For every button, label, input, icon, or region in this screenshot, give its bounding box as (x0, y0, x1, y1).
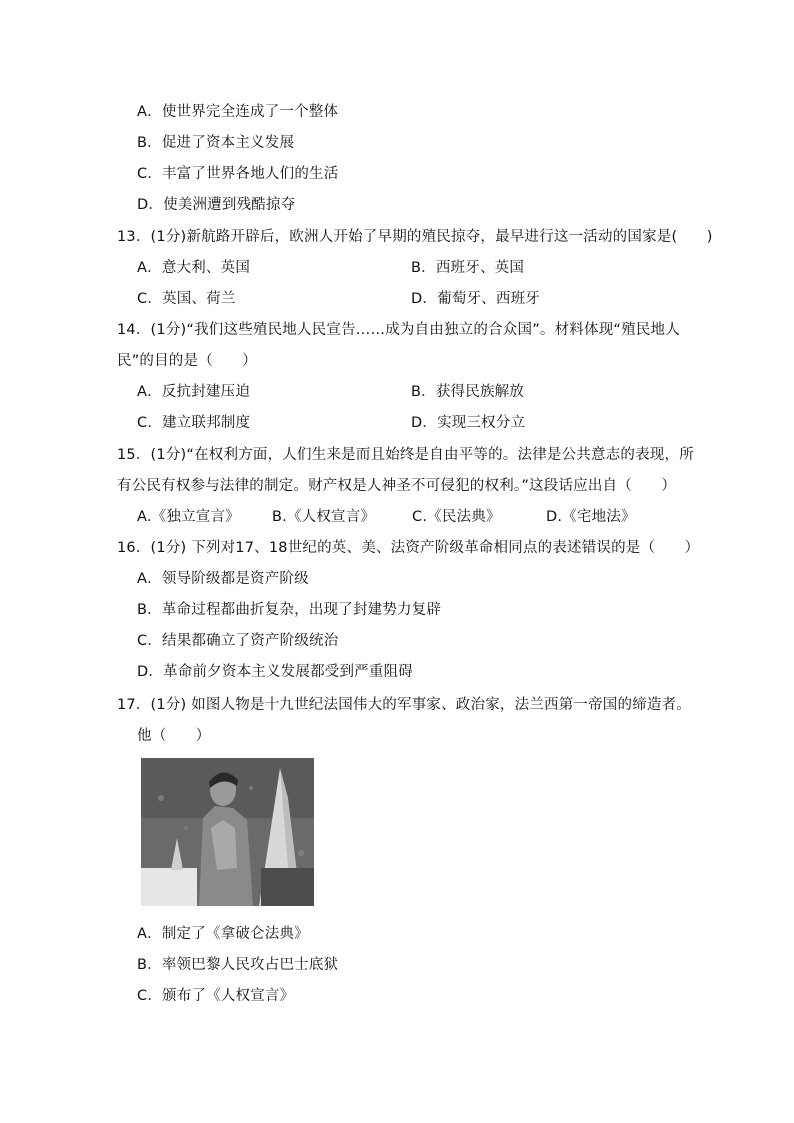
q16-option-c: C．结果都确立了资产阶级统治 (137, 633, 339, 649)
q15-option-d: D.《宅地法》 (546, 509, 636, 525)
q17-option-a: A．制定了《拿破仑法典》 (137, 926, 309, 942)
q13-option-d: D．葡萄牙、西班牙 (411, 291, 540, 307)
q14-option-b: B．获得民族解放 (411, 384, 525, 400)
q15-stem-line1: 15．(1分)“在权利方面，人们生来是而且始终是自由平等的。法律是公共意志的表现，所 (117, 447, 694, 463)
q12-option-a: A．使世界完全连成了一个整体 (137, 104, 339, 120)
q15-option-b: B.《人权宣言》 (272, 509, 376, 525)
q15-option-c: C.《民法典》 (412, 509, 501, 525)
q12-option-d: D．使美洲遭到残酷掠夺 (137, 197, 296, 213)
q16-stem: 16．(1分) 下列对17、18世纪的英、美、法资产阶级革命相同点的表述错误的是（ ） (117, 540, 700, 556)
q12-option-b: B．促进了资本主义发展 (137, 135, 295, 151)
q17-option-c: C．颁布了《人权宣言》 (137, 988, 295, 1004)
q14-option-c: C．建立联邦制度 (137, 415, 251, 431)
q13-option-a: A．意大利、英国 (137, 260, 251, 276)
q12-option-c: C．丰富了世界各地人们的生活 (137, 166, 339, 182)
q13-option-c: C．英国、荷兰 (137, 291, 236, 307)
q15-option-a: A.《独立宣言》 (137, 509, 240, 525)
q14-stem-line2: 民”的目的是（ ） (117, 353, 258, 369)
q14-option-a: A．反抗封建压迫 (137, 384, 251, 400)
q14-option-d: D．实现三权分立 (411, 415, 526, 431)
q14-stem-line1: 14．(1分)“我们这些殖民地人民宣告……成为自由独立的合众国”。材料体现“殖民地人 (117, 322, 680, 338)
q13-option-b: B．西班牙、英国 (411, 260, 525, 276)
q16-option-a: A．领导阶级都是资产阶级 (137, 571, 309, 587)
q17-option-b: B．率领巴黎人民攻占巴士底狱 (137, 957, 339, 973)
q17-stem-line2: 他（ ） (137, 728, 211, 744)
napoleon-photo (141, 758, 314, 906)
q15-stem-line2: 有公民有权参与法律的制定。财产权是人神圣不可侵犯的权利。”这段话应出自（ ） (117, 478, 677, 494)
q16-option-d: D．革命前夕资本主义发展都受到严重阻碍 (137, 664, 413, 680)
q17-stem-line1: 17．(1分) 如图人物是十九世纪法国伟大的军事家、政治家，法兰西第一帝国的缔造者。 (117, 697, 691, 713)
q13-stem: 13．(1分)新航路开辟后，欧洲人开始了早期的殖民掠夺，最早进行这一活动的国家是( ) (117, 229, 713, 245)
q16-option-b: B．革命过程都曲折复杂，出现了封建势力复辟 (137, 602, 442, 618)
